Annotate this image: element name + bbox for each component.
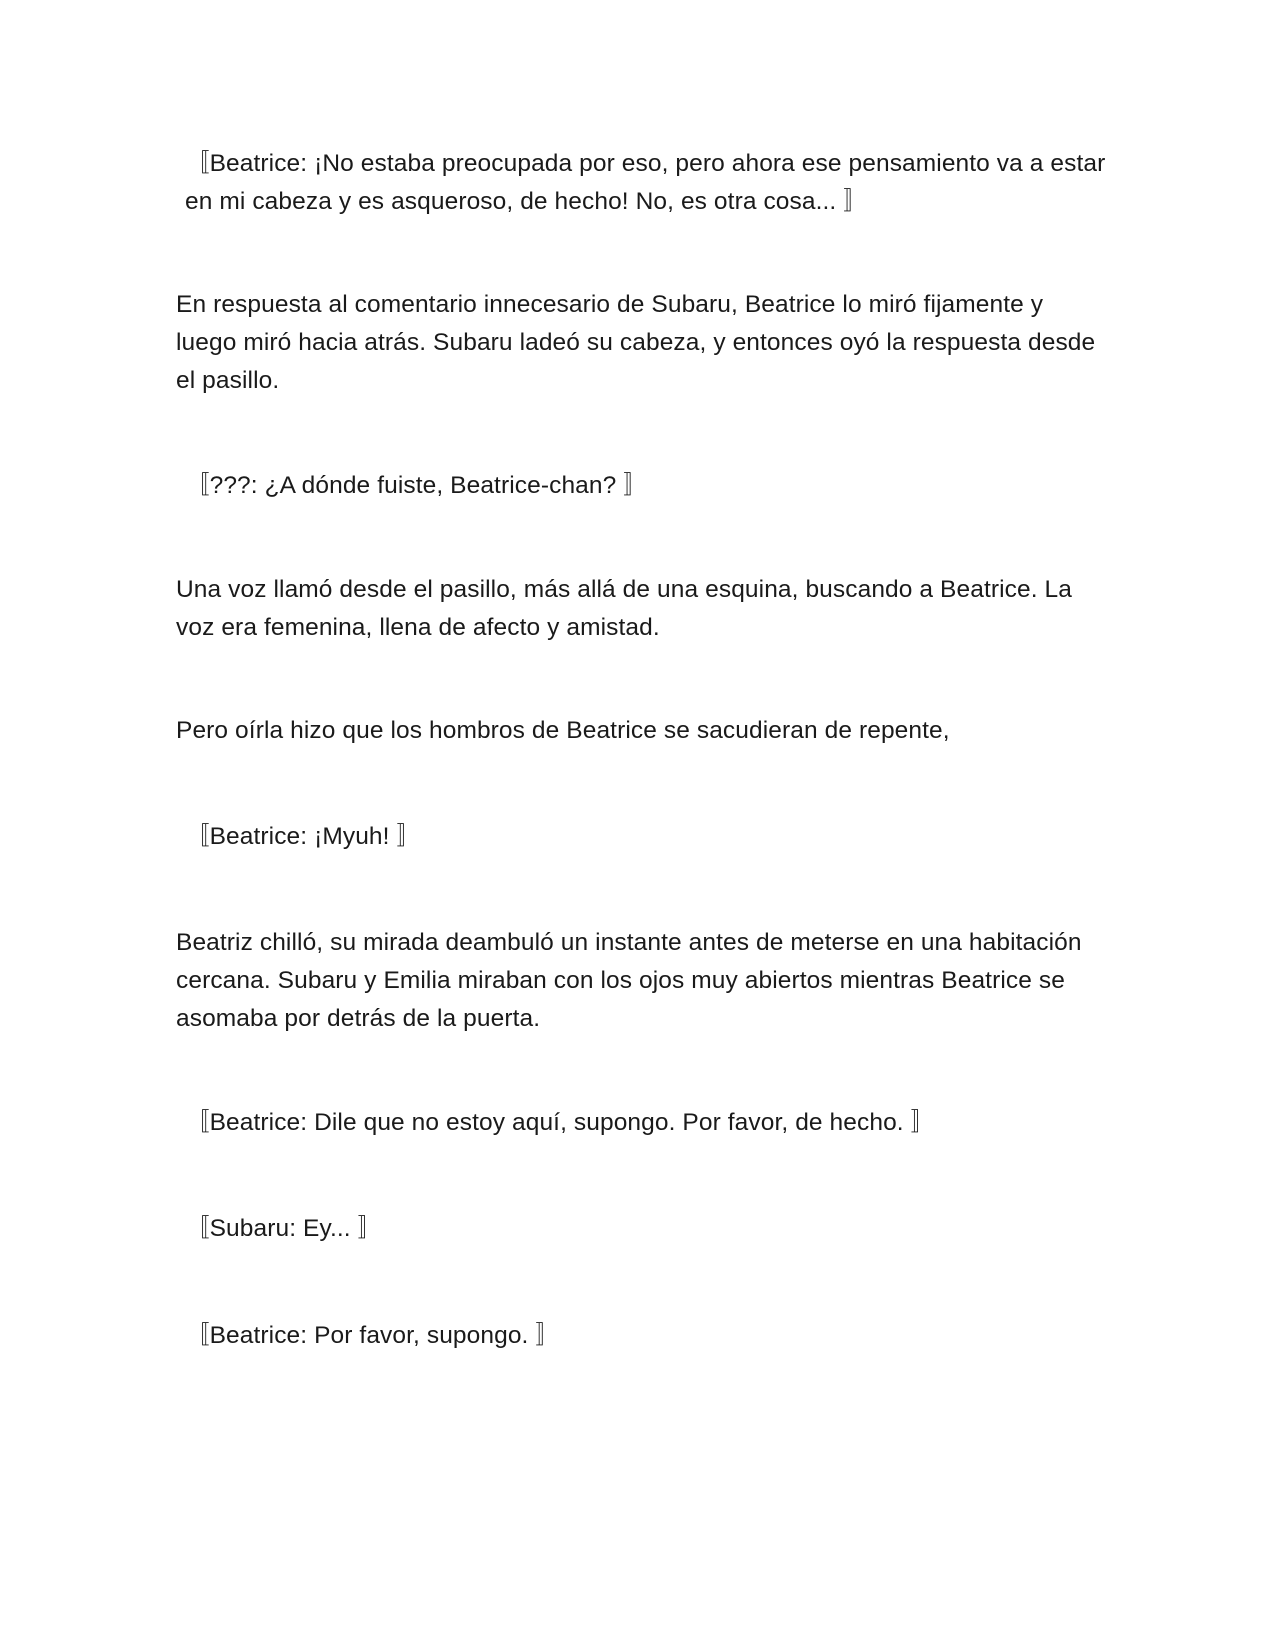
dialogue-paragraph: 〚Beatrice: Por favor, supongo. 〛: [185, 1322, 560, 1349]
dialogue-paragraph: 〚???: ¿A dónde fuiste, Beatrice-chan? 〛: [185, 472, 648, 499]
narration-paragraph: Beatriz chilló, su mirada deambuló un instante antes de meterse en una habitación cercana. Subaru y Emilia miraban con los ojos muy abiertos mientras Beatrice se asomaba por detrás de la puerta.: [176, 929, 1082, 1032]
dialogue-paragraph: 〚Beatrice: ¡No estaba preocupada por eso, pero ahora ese pensamiento va a estar en mi cabeza y es asqueroso, de hecho! No, es otra cosa... 〛: [185, 150, 1106, 215]
narration-paragraph: Pero oírla hizo que los hombros de Beatrice se sacudieran de repente,: [176, 717, 950, 744]
narration-paragraph: Una voz llamó desde el pasillo, más allá de una esquina, buscando a Beatrice. La voz era femenina, llena de afecto y amistad.: [176, 576, 1072, 641]
dialogue-paragraph: 〚Subaru: Ey... 〛: [185, 1215, 383, 1242]
dialogue-paragraph: 〚Beatrice: Dile que no estoy aquí, supongo. Por favor, de hecho. 〛: [185, 1109, 936, 1136]
dialogue-paragraph: 〚Beatrice: ¡Myuh! 〛: [185, 823, 422, 850]
narration-paragraph: En respuesta al comentario innecesario de Subaru, Beatrice lo miró fijamente y luego miró hacia atrás. Subaru ladeó su cabeza, y entonces oyó la respuesta desde el pasillo.: [176, 291, 1096, 394]
